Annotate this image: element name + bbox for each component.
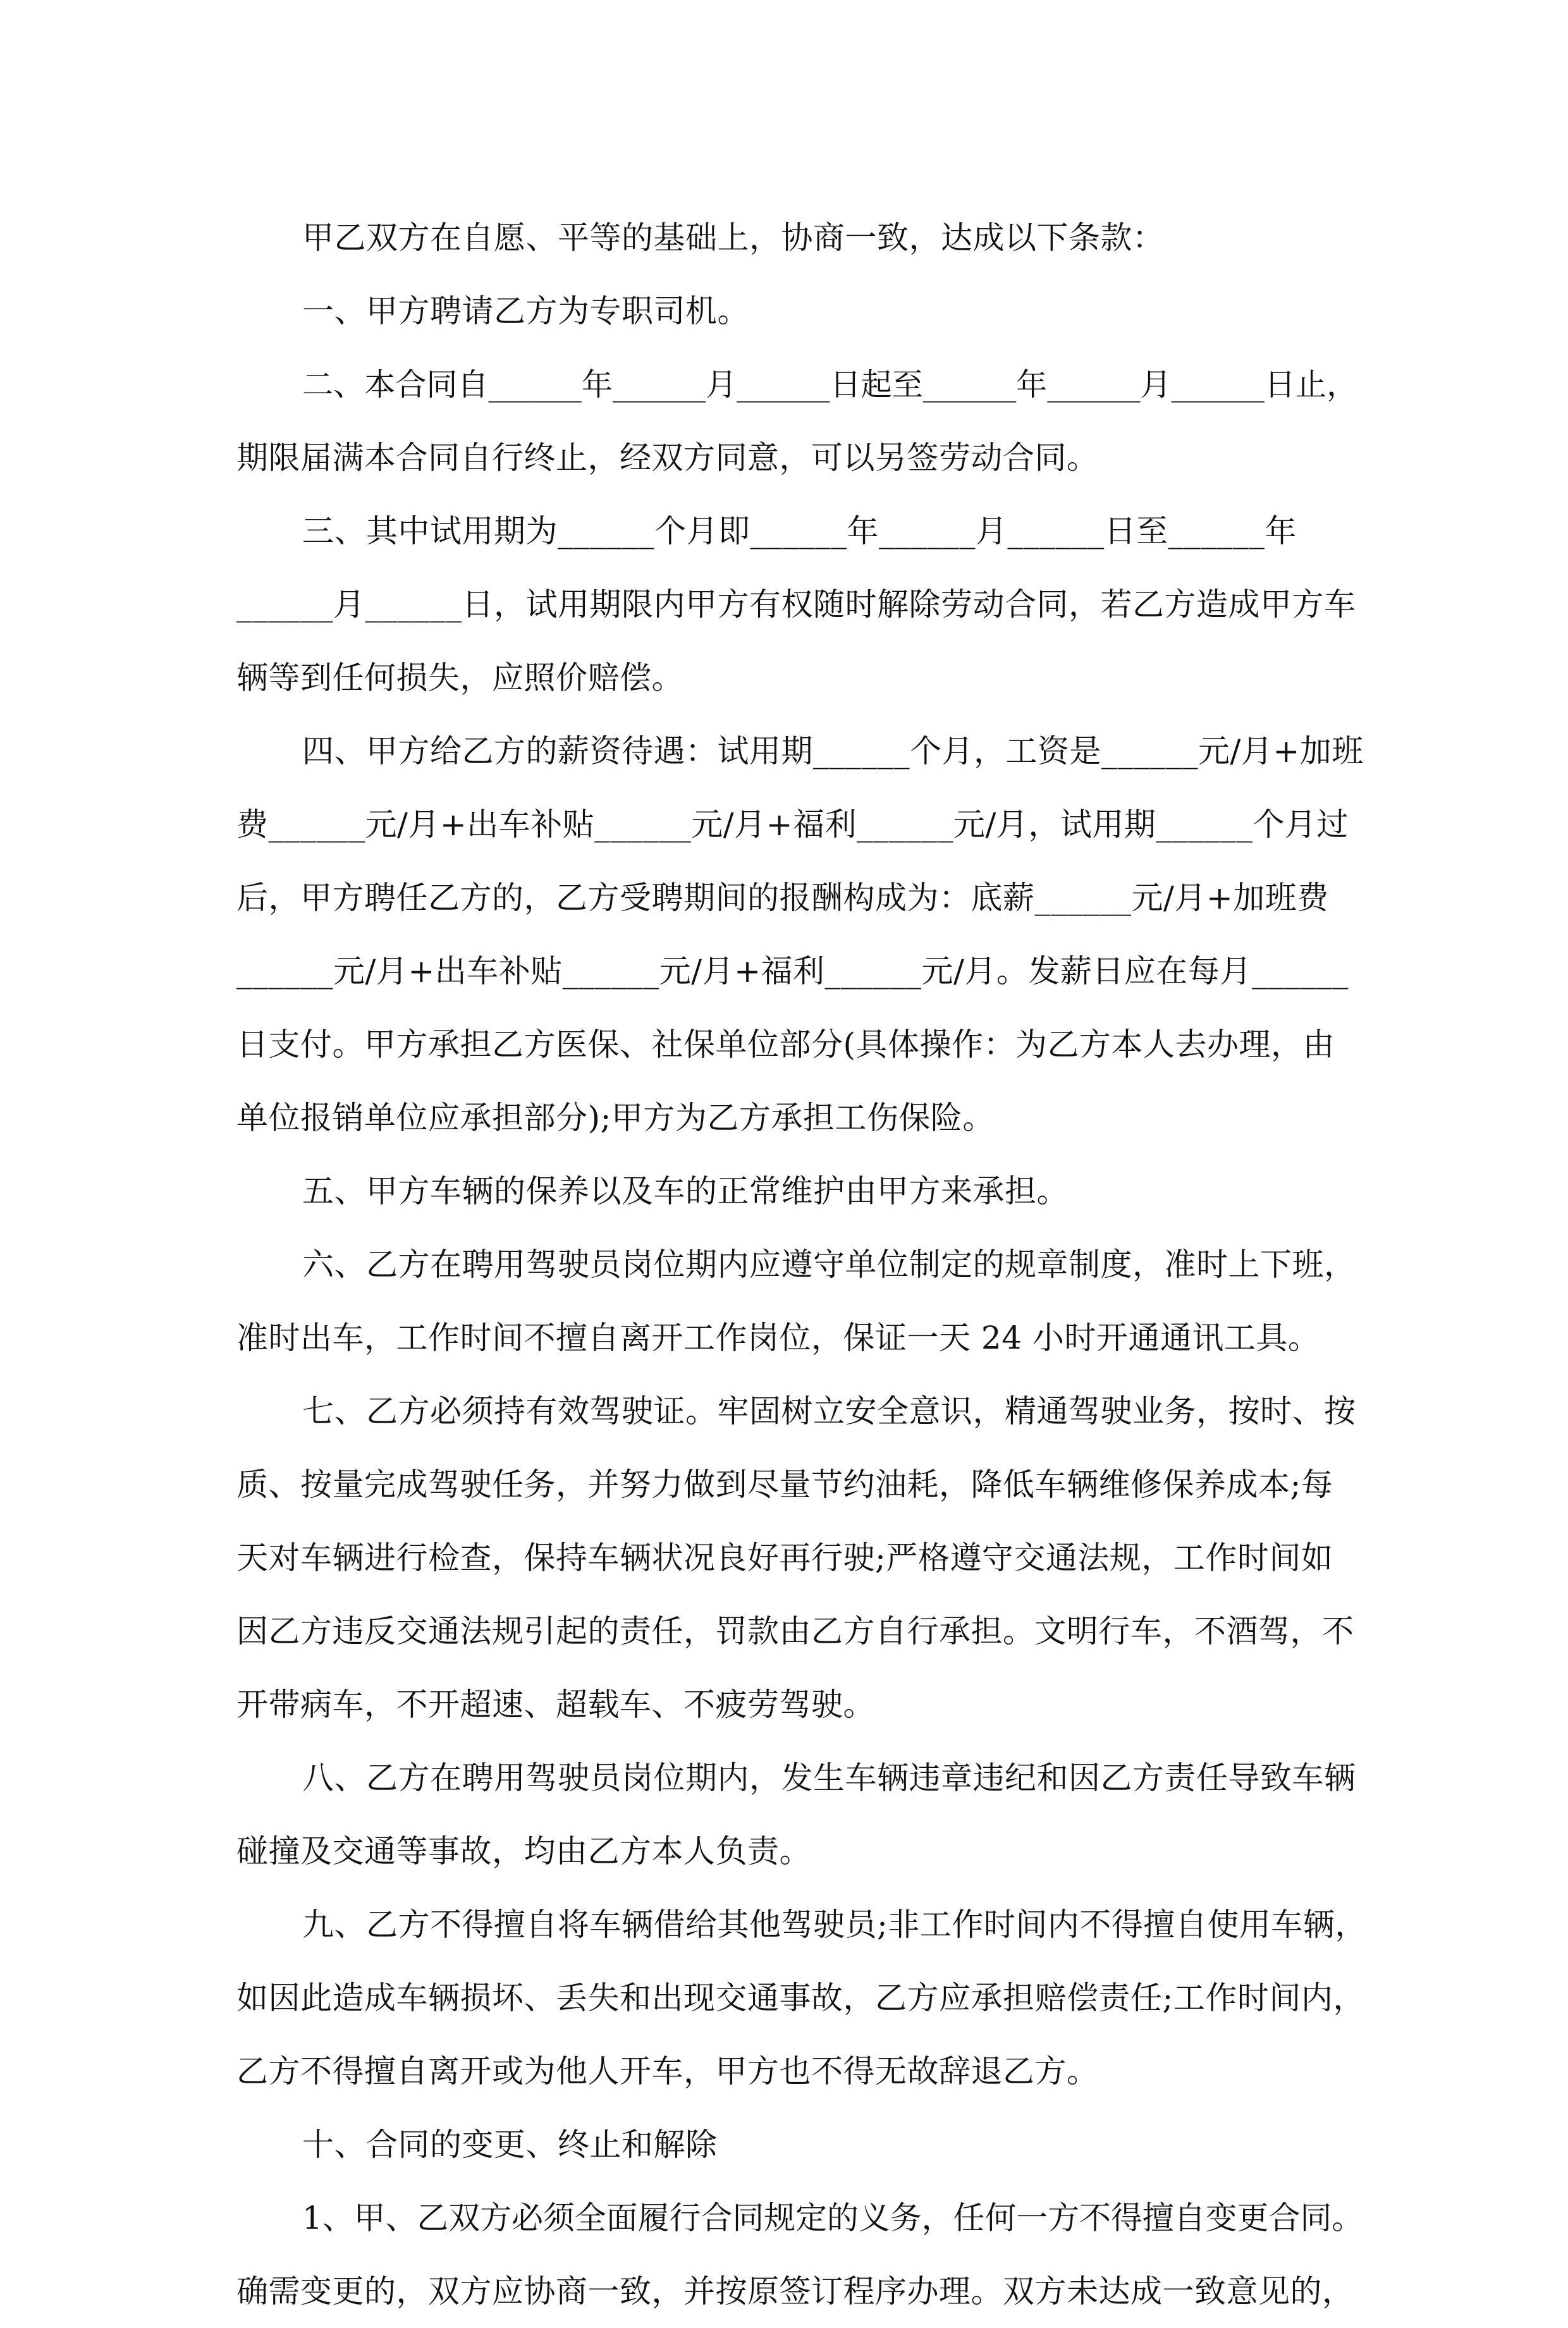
- contract-text-line: 甲乙双方在自愿、平等的基础上，协商一致，达成以下条款：: [302, 219, 1165, 256]
- contract-text-line: 二、本合同自______年______月______日起至______年______月______日止，: [302, 366, 1358, 403]
- contract-text-line: 八、乙方在聘用驾驶员岗位期内，发生车辆违章违纪和因乙方责任导致车辆: [302, 1760, 1356, 1796]
- contract-text-line: 乙方不得擅自离开或为他人开车，甲方也不得无故辞退乙方。: [236, 2053, 1099, 2090]
- contract-text-line: 单位报销单位应承担部分);甲方为乙方承担工伤保险。: [236, 1100, 995, 1136]
- contract-text-line: 后，甲方聘任乙方的，乙方受聘期间的报酬构成为：底薪______元/月+加班费: [236, 879, 1329, 916]
- contract-text-line: 九、乙方不得擅自将车辆借给其他驾驶员;非工作时间内不得擅自使用车辆，: [302, 1906, 1367, 1943]
- contract-text-line: 如因此造成车辆损坏、丢失和出现交通事故，乙方应承担赔偿责任;工作时间内，: [236, 1980, 1365, 2016]
- contract-text-line: 一、甲方聘请乙方为专职司机。: [302, 293, 749, 329]
- contract-text-line: ______元/月+出车补贴______元/月+福利______元/月。发薪日应在每月______: [236, 953, 1349, 989]
- contract-text-line: 五、甲方车辆的保养以及车的正常维护由甲方来承担。: [302, 1173, 1069, 1210]
- contract-text-line: 三、其中试用期为______个月即______年______月______日至______年: [302, 513, 1297, 549]
- contract-text-line: 碰撞及交通等事故，均由乙方本人负责。: [236, 1833, 811, 1870]
- contract-text-line: 费______元/月+出车补贴______元/月+福利______元/月，试用期______个月过: [236, 806, 1349, 843]
- contract-text-line: ______月______日，试用期限内甲方有权随时解除劳动合同，若乙方造成甲方车: [236, 586, 1356, 623]
- contract-text-line: 1、甲、乙双方必须全面履行合同规定的义务，任何一方不得擅自变更合同。: [302, 2200, 1364, 2236]
- contract-text-line: 期限届满本合同自行终止，经双方同意，可以另签劳动合同。: [236, 439, 1099, 476]
- contract-text-line: 天对车辆进行检查，保持车辆状况良好再行驶;严格遵守交通法规，工作时间如: [236, 1540, 1333, 1576]
- contract-text-line: 六、乙方在聘用驾驶员岗位期内应遵守单位制定的规章制度，准时上下班，: [302, 1246, 1356, 1283]
- contract-text-line: 因乙方违反交通法规引起的责任，罚款由乙方自行承担。文明行车，不酒驾，不: [236, 1613, 1354, 1650]
- contract-text-line: 七、乙方必须持有效驾驶证。牢固树立安全意识，精通驾驶业务，按时、按: [302, 1393, 1356, 1430]
- contract-text-line: 十、合同的变更、终止和解除: [302, 2126, 718, 2163]
- contract-body: [236, 201, 1375, 2328]
- contract-text-line: 辆等到任何损失，应照价赔偿。: [236, 659, 683, 696]
- contract-text-line: 质、按量完成驾驶任务，并努力做到尽量节约油耗，降低车辆维修保养成本;每: [236, 1466, 1333, 1503]
- contract-text-line: 准时出车，工作时间不擅自离开工作岗位，保证一天 24 小时开通通讯工具。: [236, 1320, 1320, 1356]
- contract-text-line: 开带病车，不开超速、超载车、不疲劳驾驶。: [236, 1686, 875, 1723]
- contract-text-line: 四、甲方给乙方的薪资待遇：试用期______个月，工资是______元/月+加班: [302, 733, 1364, 769]
- contract-text-line: 日支付。甲方承担乙方医保、社保单位部分(具体操作：为乙方本人去办理，由: [236, 1026, 1335, 1063]
- contract-text-line: 确需变更的，双方应协商一致，并按原签订程序办理。双方未达成一致意见的，: [236, 2273, 1354, 2310]
